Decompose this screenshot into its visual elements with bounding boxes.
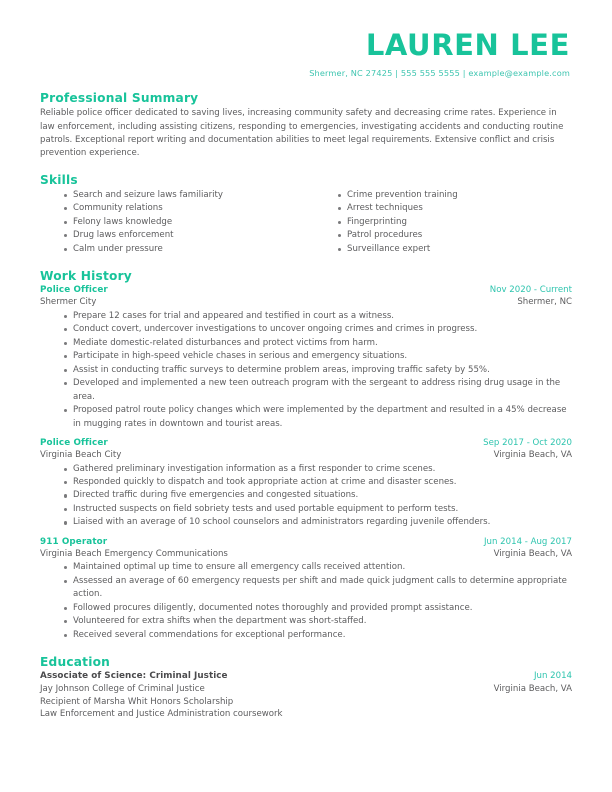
job-dates: Nov 2020 - Current xyxy=(489,285,572,296)
section-skills xyxy=(40,173,572,256)
education-date: Jun 2014 xyxy=(533,671,572,682)
list-item: Calm under pressure xyxy=(64,243,306,256)
list-item: Gathered preliminary investigation information as a first responder to crime scenes. xyxy=(64,463,572,476)
job-company-row xyxy=(40,450,572,462)
list-item: Maintained optimal up time to ensure all emergency calls received attention. xyxy=(64,561,572,574)
list-item: Assist in conducting traffic surveys to determine problem areas, improving traffic safety by 55%. xyxy=(64,364,572,377)
list-item: Instructed suspects on field sobriety tests and used portable equipment to perform tests. xyxy=(64,503,572,516)
work-history-entry xyxy=(40,537,572,642)
section-heading-work-history: Work History xyxy=(40,269,132,284)
education-extra-line: Law Enforcement and Justice Administration coursework xyxy=(40,709,283,719)
job-bullet-list xyxy=(40,310,572,431)
page-title: LAUREN LEE xyxy=(365,28,570,62)
list-item: Directed traffic during five emergencies and congested situations. xyxy=(64,489,572,502)
job-company-row xyxy=(40,549,572,561)
list-item: Prepare 12 cases for trial and appeared and testified in court as a witness. xyxy=(64,310,572,323)
list-item: Participate in high-speed vehicle chases in serious and emergency situations. xyxy=(64,350,572,363)
resume-header xyxy=(40,30,572,78)
section-professional-summary xyxy=(40,91,572,159)
list-item: Followed procures diligently, documented notes thoroughly and provided prompt assistance. xyxy=(64,602,572,615)
job-title-row xyxy=(40,438,572,450)
education-degree-row xyxy=(40,671,572,683)
list-item: Responded quickly to dispatch and took appropriate action at crime and disaster scenes. xyxy=(64,476,572,489)
list-item: Received several commendations for exceptional performance. xyxy=(64,629,572,642)
list-item: Volunteered for extra shifts when the department was short-staffed. xyxy=(64,615,572,628)
job-company: Virginia Beach Emergency Communications xyxy=(40,548,228,559)
job-bullet-list xyxy=(40,463,572,530)
list-item: Developed and implemented a new teen outreach program with the sergeant to address rising drug usage in the area. xyxy=(64,377,572,404)
list-item: Mediate domestic-related disturbances and protect victims from harm. xyxy=(64,337,572,350)
job-dates: Sep 2017 - Oct 2020 xyxy=(483,438,572,449)
job-company-row xyxy=(40,297,572,309)
list-item: Search and seizure laws familiarity xyxy=(64,189,306,202)
education-school: Jay Johnson College of Criminal Justice xyxy=(40,684,205,695)
list-item: Felony laws knowledge xyxy=(64,216,306,229)
job-title: Police Officer xyxy=(40,438,108,449)
job-title-row xyxy=(40,285,572,297)
skills-list-left xyxy=(40,189,306,256)
job-location: Shermer, NC xyxy=(517,297,572,308)
section-heading-education: Education xyxy=(40,655,111,670)
section-education xyxy=(40,655,572,720)
education-entry xyxy=(40,671,572,720)
summary-paragraph: Reliable police officer dedicated to saving lives, increasing community safety and decreasing crime rates. Experience in law enforcement, including assisting citizens, responding to emergencies, investigating accidents and conducting routine patrols. Exceptional report writing and documentation abilities to meet legal requirements. Extensive conflict and crisis prevention experience. xyxy=(40,108,564,158)
list-item: Drug laws enforcement xyxy=(64,229,306,242)
section-work-history xyxy=(40,269,572,642)
job-company: Virginia Beach City xyxy=(40,449,122,460)
job-location: Virginia Beach, VA xyxy=(493,449,572,460)
education-extra-line: Recipient of Marsha Whit Honors Scholarship xyxy=(40,696,234,707)
list-item: Crime prevention training xyxy=(338,189,572,202)
work-history-entry xyxy=(40,438,572,530)
job-title-row xyxy=(40,537,572,549)
education-school-row xyxy=(40,683,572,696)
skills-columns xyxy=(40,189,572,256)
job-bullet-list xyxy=(40,561,572,642)
section-heading-skills: Skills xyxy=(40,172,78,187)
list-item: Fingerprinting xyxy=(338,216,572,229)
contact-info-line: Shermer, NC 27425 | 555 555 5555 | example@example.com xyxy=(309,68,570,79)
list-item: Assessed an average of 60 emergency requests per shift and made quick judgment calls to determine appropriate action. xyxy=(64,575,572,602)
list-item: Liaised with an average of 10 school counselors and administrators regarding juvenile offenders. xyxy=(64,516,572,529)
list-item: Patrol procedures xyxy=(338,229,572,242)
skills-column-left xyxy=(40,189,306,256)
skills-list-right xyxy=(314,189,572,256)
list-item: Surveillance expert xyxy=(338,243,572,256)
job-company: Shermer City xyxy=(40,297,97,308)
job-title: Police Officer xyxy=(40,285,108,296)
job-dates: Jun 2014 - Aug 2017 xyxy=(484,536,572,547)
job-location: Virginia Beach, VA xyxy=(493,548,572,559)
list-item: Proposed patrol route policy changes which were implemented by the department and resulted in a 45% decrease in mugging rates in downtown and tourist areas. xyxy=(64,404,572,431)
list-item: Conduct covert, undercover investigations to uncover ongoing crimes and crimes in progress. xyxy=(64,323,572,336)
education-location: Virginia Beach, VA xyxy=(493,684,572,695)
list-item: Arrest techniques xyxy=(338,202,572,215)
work-history-entry xyxy=(40,285,572,431)
education-degree: Associate of Science: Criminal Justice xyxy=(40,671,228,682)
job-title: 911 Operator xyxy=(40,536,108,547)
list-item: Community relations xyxy=(64,202,306,215)
skills-column-right xyxy=(306,189,572,256)
section-heading-summary: Professional Summary xyxy=(40,91,199,106)
